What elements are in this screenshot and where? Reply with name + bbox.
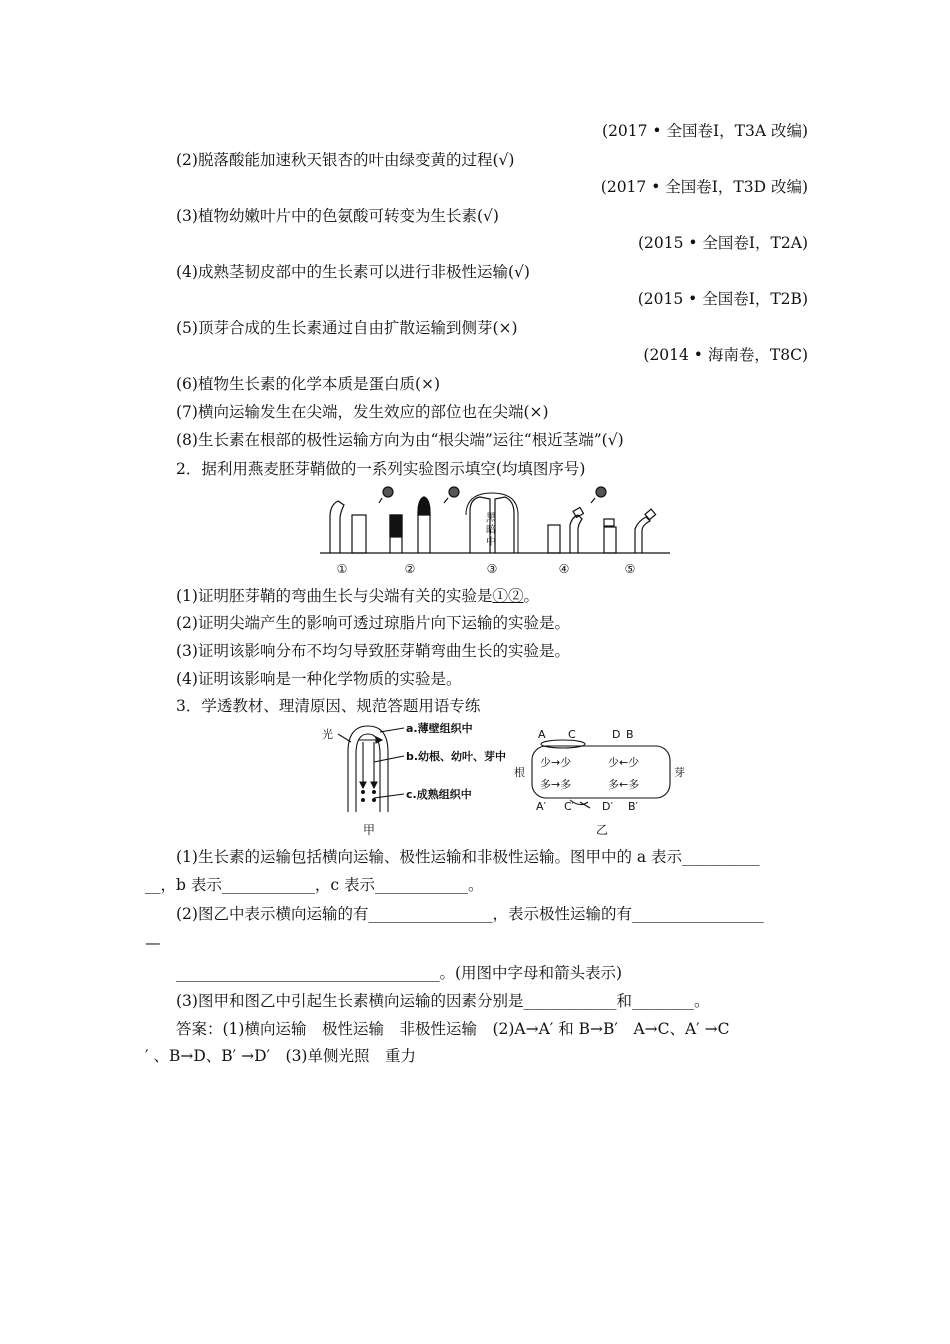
source-citation: (2015 • 全国卷Ⅰ，T2B) <box>637 290 808 308</box>
row1-right: 少←少 <box>608 756 640 769</box>
question-line: (6)植物生长素的化学本质是蛋白质(×) <box>176 375 441 393</box>
fig-label-5: ⑤ <box>624 562 636 576</box>
root-label: 根 <box>514 766 525 779</box>
q2-line <box>176 640 570 662</box>
fig-label-4: ④ <box>558 562 570 576</box>
q3-line: 答案：(1)横向运输 极性运输 非极性运输 (2)A→A′ 和 B→B′ A→C、A′ →C <box>176 1020 730 1038</box>
q3-line: — <box>145 934 161 952</box>
label-b: b.幼根、幼叶、芽中 <box>406 750 507 763</box>
row2-left: 多→多 <box>540 778 572 791</box>
point-C: C <box>568 728 576 741</box>
q2-answer: ①② <box>492 587 524 605</box>
dark-label-3: 中 <box>486 537 496 548</box>
q2-line <box>176 668 461 690</box>
question-line: (8)生长素在根部的极性运输方向为由“根尖端”运往“根近茎端”(√) <box>176 431 624 449</box>
point-D: D <box>612 728 621 741</box>
q2-prefix: (4)证明该影响是一种化学物质的实验是。 <box>176 670 462 688</box>
q3-line: (2)图乙中表示横向运输的有________________，表示极性运输的有_________________ <box>176 905 764 923</box>
source-citation: (2014 • 海南卷，T8C) <box>643 346 808 364</box>
point-D2: D′ <box>602 800 613 813</box>
source-citation: (2017 • 全国卷Ⅰ，T3D 改编) <box>600 178 808 196</box>
question-3-title: 3．学透教材、理清原因、规范答题用语专练 <box>176 697 481 715</box>
light-label: 光 <box>322 728 333 741</box>
question-line: (4)成熟茎韧皮部中的生长素可以进行非极性运输(√) <box>176 263 530 281</box>
coleoptile-experiments-figure <box>320 485 670 580</box>
q2-prefix: (1)证明胚芽鞘的弯曲生长与尖端有关的实验是 <box>176 587 493 605</box>
q2-suffix: 。 <box>523 587 539 605</box>
question-line: (2)脱落酸能加速秋天银杏的叶由绿变黄的过程(√) <box>176 151 515 169</box>
question-line: 2．据利用燕麦胚芽鞘做的一系列实验图示填空(均填图序号) <box>176 460 586 478</box>
caption-yi: 乙 <box>596 823 609 837</box>
label-c: c.成熟组织中 <box>406 788 472 801</box>
q2-line <box>176 612 570 634</box>
q2-prefix: (2)证明尖端产生的影响可透过琼脂片向下运输的实验是。 <box>176 614 570 632</box>
q3-line: ′ 、B→D、B′ →D′ (3)单侧光照 重力 <box>145 1047 416 1065</box>
q3-line: __________________________________。(用图中字母和箭头表示) <box>176 964 623 982</box>
question-line: (3)植物幼嫩叶片中的色氨酸可转变为生长素(√) <box>176 207 499 225</box>
dark-label-2: 暗 <box>486 525 496 536</box>
point-B2: B′ <box>628 800 639 813</box>
q2-line <box>176 585 539 607</box>
dark-label-1: 黑 <box>486 513 496 524</box>
q3-line: (3)图甲和图乙中引起生长素横向运输的因素分别是____________和________。 <box>176 992 710 1010</box>
bud-label: 芽 <box>674 766 685 779</box>
fig-label-3: ③ <box>486 562 498 576</box>
question-line: (5)顶芽合成的生长素通过自由扩散运输到侧芽(×) <box>176 319 518 337</box>
question-line: (7)横向运输发生在尖端，发生效应的部位也在尖端(×) <box>176 403 549 421</box>
caption-jia: 甲 <box>363 823 376 837</box>
point-A: A <box>538 728 546 741</box>
fig-label-1: ① <box>336 562 348 576</box>
point-B: B <box>626 728 634 741</box>
row1-left: 少→少 <box>540 756 572 769</box>
point-A2: A′ <box>536 800 547 813</box>
source-citation: (2017 • 全国卷Ⅰ，T3A 改编) <box>602 122 808 140</box>
fig-label-2: ② <box>404 562 416 576</box>
q3-line: __，b 表示____________，c 表示____________。 <box>145 876 484 894</box>
row2-right: 多←多 <box>608 778 640 791</box>
source-citation: (2015 • 全国卷Ⅰ，T2A) <box>637 234 808 252</box>
q3-line: (1)生长素的运输包括横向运输、极性运输和非极性运输。图甲中的 a 表示__________ <box>176 848 760 866</box>
point-C2: C′ <box>564 800 575 813</box>
transport-figure <box>318 722 698 840</box>
label-a: a.薄壁组织中 <box>406 722 473 735</box>
q2-prefix: (3)证明该影响分布不均匀导致胚芽鞘弯曲生长的实验是。 <box>176 642 570 660</box>
